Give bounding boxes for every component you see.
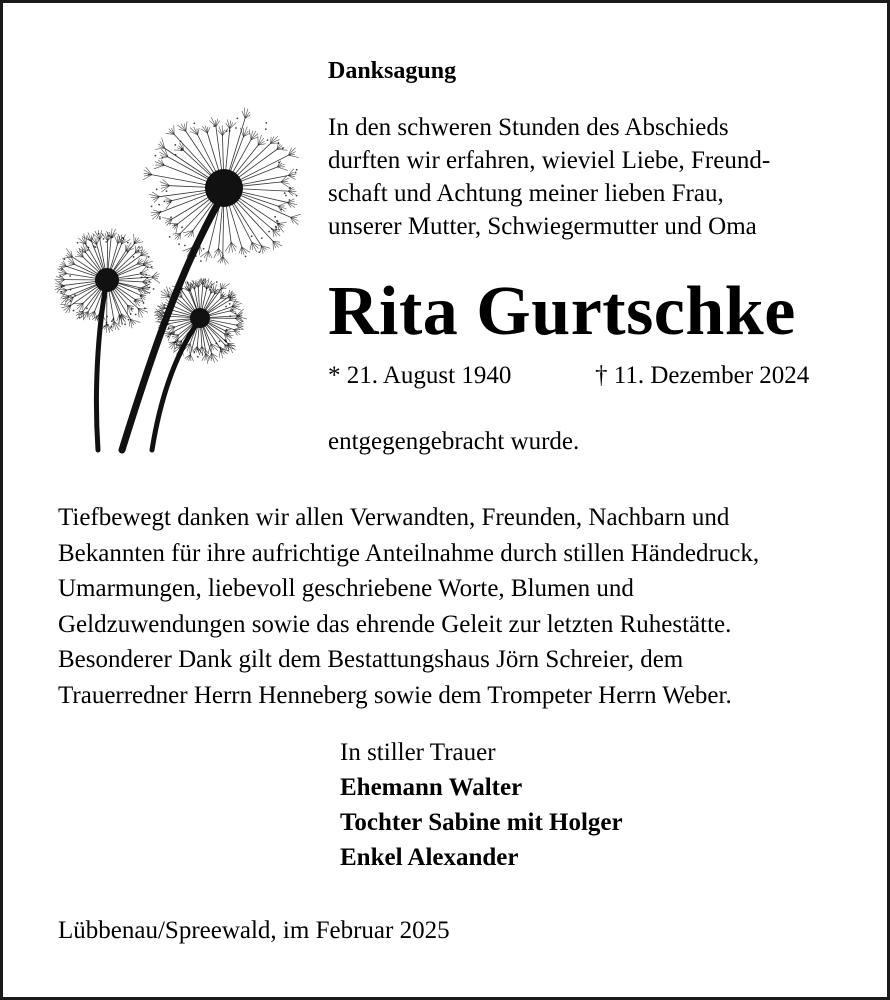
mourner-name: Ehemann Walter bbox=[340, 774, 523, 801]
intro-line: durften wir erfahren, wieviel Liebe, Freund- bbox=[328, 147, 771, 174]
intro-text bbox=[328, 111, 770, 243]
thanks-line: Umarmungen, liebevoll geschriebene Worte, Blumen und bbox=[58, 575, 634, 602]
mourner-name: Tochter Sabine mit Holger bbox=[340, 809, 623, 836]
mourner-name: Enkel Alexander bbox=[340, 844, 519, 871]
deceased-name: Rita Gurtschke bbox=[328, 273, 796, 350]
thanks-paragraph bbox=[58, 500, 759, 713]
place-and-date: Lübbenau/Spreewald, im Februar 2025 bbox=[58, 917, 450, 944]
birth-date: * 21. August 1940 bbox=[328, 362, 512, 389]
thanks-line: Bekannten für ihre aufrichtige Anteilnahme durch stillen Händedruck, bbox=[58, 539, 760, 567]
thanks-line: Besonderer Dank gilt dem Bestattungshaus Jörn Schreier, dem bbox=[58, 646, 684, 673]
thanks-line: Tiefbewegt danken wir allen Verwandten, Freunden, Nachbarn und bbox=[58, 504, 730, 531]
thanks-line: Geldzuwendungen sowie das ehrende Geleit zur letzten Ruhestätte. bbox=[58, 610, 732, 638]
thanks-line: Trauerredner Herrn Henneberg sowie dem Trompeter Herrn Weber. bbox=[58, 681, 732, 709]
intro-line: schaft und Achtung meiner lieben Frau, bbox=[328, 180, 724, 207]
notice-heading: Danksagung bbox=[328, 58, 457, 84]
closing-text: entgegengebracht wurde. bbox=[328, 428, 580, 455]
mourning-intro: In stiller Trauer bbox=[340, 739, 496, 766]
intro-line: In den schweren Stunden des Abschieds bbox=[328, 114, 729, 141]
intro-line: unserer Mutter, Schwiegermutter und Oma bbox=[328, 213, 757, 240]
dandelion-illustration-icon bbox=[40, 100, 310, 460]
death-date: † 11. Dezember 2024 bbox=[595, 362, 810, 389]
